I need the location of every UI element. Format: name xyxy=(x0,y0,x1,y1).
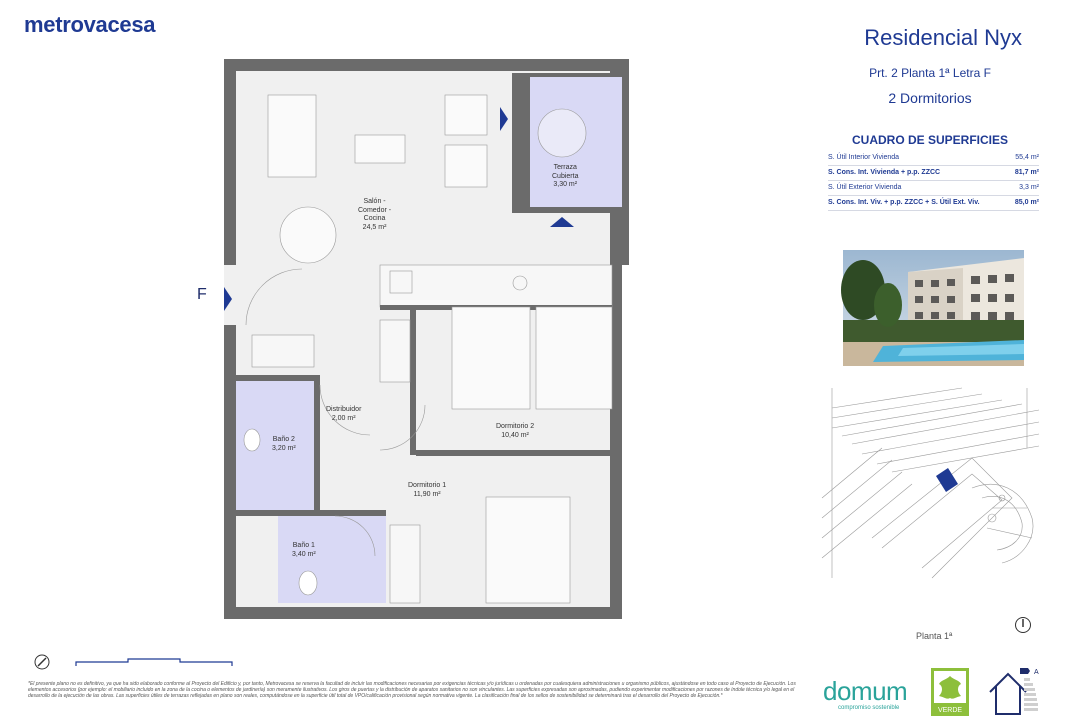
room-label-salon xyxy=(358,198,391,232)
surfaces-row xyxy=(828,196,1039,211)
energy-rating-icon xyxy=(988,664,1038,716)
room-name-line: Cocina xyxy=(363,215,386,222)
room-area: 24,5 m² xyxy=(362,223,387,231)
domum-tagline: compromiso sostenible xyxy=(838,705,900,711)
surfaces-row-label: S. Útil Exterior Vivienda xyxy=(828,184,902,191)
surfaces-row xyxy=(828,151,1039,166)
room-label-terraza xyxy=(552,164,578,190)
energy-class-label: A xyxy=(1034,669,1039,676)
room-label-distribuidor xyxy=(326,406,361,423)
room-name: Distribuidor xyxy=(326,406,362,413)
room-name-line: Terraza xyxy=(553,164,577,171)
entry-label: F xyxy=(197,286,207,303)
metrovacesa-logo: metrovacesa xyxy=(24,12,156,37)
scale-bar xyxy=(32,650,242,672)
room-area: 3,40 m² xyxy=(292,550,316,558)
surfaces-row xyxy=(828,166,1039,181)
room-label-dormitorio-1 xyxy=(408,482,446,499)
surfaces-row-value: 85,0 m² xyxy=(1014,199,1039,206)
legal-disclaimer: *El presente plano no es definitivo, ya que ha sido elaborado conforme al Proyecto del Edificio y, por tanto, Metrovacesa se reserva la facultad de incluir las modificaciones necesarias por exigencias técnicas y/o jurídicas u ordenadas por cualesquiera administraciones u organismo públicos, ajustándose en todo caso al Proyecto de Ejecución. Los elementos accesorios (por ejemplo: el mobiliario incluido en la zona de la cocina o elementos de jardinería) son meramente ilustrativos. Los giros de puertas y la distribución de aparatos sanitarios no son vinculantes. Las superficies expresadas son aproximadas, pudiendo experimentar modificaciones por razones de índole técnica y/o legal en el desarrollo de la ejecución de las obras. Las superficies útiles de terrazas reflejadas en plano son reales, computándose en la superficie útil total de VPO/calificación provisional según normativa vigente. La clasificación final de los sellos de sostenibilidad se determinará tras el desarrollo del Proyecto de Ejecución.* xyxy=(28,681,796,700)
room-area: 3,30 m² xyxy=(553,181,578,188)
page-title: Residencial Nyx xyxy=(864,25,1022,50)
verde-seal xyxy=(931,668,969,716)
bedroom-count: 2 Dormitorios xyxy=(888,90,972,106)
unit-designation: Prt. 2 Planta 1ª Letra F xyxy=(869,66,991,80)
room-name-line: Salón - xyxy=(363,198,386,205)
room-area: 10,40 m² xyxy=(501,431,529,439)
surfaces-row-label: S. Cons. Int. Vivienda + p.p. ZZCC xyxy=(828,169,941,176)
room-area: 3,20 m² xyxy=(272,444,296,452)
site-plan-caption: Planta 1ª xyxy=(916,631,953,641)
room-label-dormitorio-2 xyxy=(496,423,534,440)
building-photo xyxy=(843,250,1024,366)
surfaces-row-value: 3,3 m² xyxy=(1019,184,1039,191)
site-plan-map xyxy=(822,388,1039,580)
room-area: 2,00 m² xyxy=(331,414,356,422)
domum-logo: domum xyxy=(823,676,908,706)
surfaces-row-label: S. Útil Interior Vivienda xyxy=(828,154,900,161)
room-name: Baño 2 xyxy=(272,436,295,443)
surfaces-table-title: CUADRO DE SUPERFICIES xyxy=(851,133,1009,147)
surfaces-row xyxy=(828,181,1039,196)
room-name: Dormitorio 1 xyxy=(408,482,447,489)
room-name: Baño 1 xyxy=(292,542,315,549)
surfaces-row-value: 55,4 m² xyxy=(1015,154,1039,161)
room-label-bano-2 xyxy=(272,436,296,453)
floor-plan xyxy=(190,55,630,630)
surfaces-row-label: S. Cons. Int. Viv. + p.p. ZZCC + S. Útil Ext. Viv. xyxy=(828,199,980,206)
room-name: Dormitorio 2 xyxy=(496,423,535,430)
room-label-bano-1 xyxy=(292,542,316,559)
north-compass-icon xyxy=(1014,616,1032,634)
room-name-line: Cubierta xyxy=(552,172,579,180)
verde-label: VERDE xyxy=(937,707,963,714)
room-area: 11,90 m² xyxy=(413,490,441,498)
room-name-line: Comedor - xyxy=(358,206,392,214)
surfaces-row-value: 81,7 m² xyxy=(1014,169,1039,176)
